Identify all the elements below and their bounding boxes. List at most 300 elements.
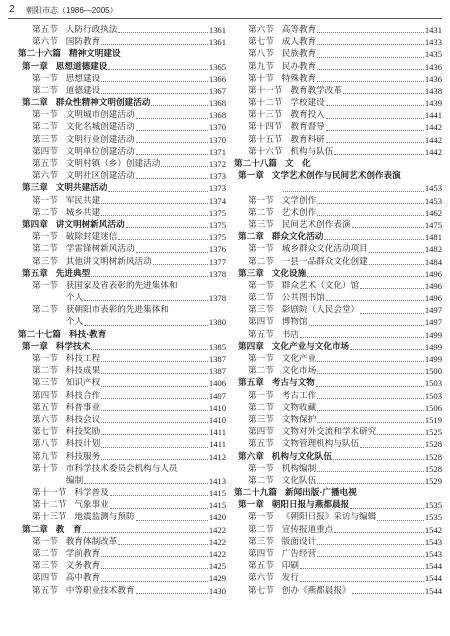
toc-entry-label [234,85,342,97]
toc-entry-number: 第六章 [238,451,264,462]
toc-entry-title: 文明共建活动 [55,183,108,194]
leader-dots [326,105,424,106]
toc-entry-title: 机构与文化队伍 [271,451,332,462]
leader-dots [136,252,208,253]
toc-entry-number: 第十一节 [32,488,67,499]
toc-entry-title: 《朝阳日报》采访与编辑 [281,512,377,523]
toc-entry-number: 第二节 [248,256,274,267]
toc-entry-number: 第十四节 [248,122,283,133]
toc-entry-label [18,48,121,60]
toc-entry-page: 1371 [208,146,226,157]
toc-entry-label [234,292,325,304]
toc-entry-page: 1503 [424,390,442,401]
toc-entry-page: 1535 [424,512,442,523]
leader-dots [317,471,424,472]
toc-entry-page: 1415 [208,488,226,499]
toc-entry-page: 1519 [424,414,442,425]
toc-entry-jie [234,548,442,560]
toc-entry-title: 书店 [281,329,299,340]
leader-dots [317,44,424,45]
toc-entry-title: 考古工作 [281,390,317,401]
leader-dots [369,264,424,265]
toc-entry-page: 1361 [208,37,226,48]
toc-entry-cont [18,317,226,329]
toc-entry-title: 文物对外交流和学术研究 [281,427,377,438]
toc-entry-number: 第五节 [32,585,58,596]
toc-entry-number: 第三节 [32,134,58,145]
toc-entry-page: 1482 [424,244,442,255]
toc-entry-title: 获国家及省表彰的先进集体和 [65,280,178,291]
toc-entry-jie [18,109,226,121]
toc-entry-pian [234,158,442,170]
toc-entry-jie [18,438,226,450]
toc-entry-title: 文 化 [284,159,311,170]
toc-entry-number: 第三节 [32,378,58,389]
toc-entry-label [18,304,169,316]
toc-entry-page: 1368 [208,110,226,121]
leader-dots [316,386,424,387]
toc-entry-number: 第九节 [248,61,274,72]
toc-entry-jie [234,85,442,97]
toc-entry-label [234,73,316,85]
toc-entry-jie [234,585,442,597]
toc-entry-cont [18,475,226,487]
leader-dots [110,508,208,509]
toc-entry-label [18,170,135,182]
toc-entry-jie [234,317,442,329]
leader-dots [350,349,424,350]
toc-entry-title: 文明单位创建活动 [65,146,135,157]
toc-entry-title: 义务教育 [65,561,101,572]
toc-entry-page: 1406 [208,378,226,389]
leader-dots [84,300,208,301]
toc-entry-number: 第九节 [32,451,58,462]
toc-entry-number: 第二章 [22,524,48,535]
toc-entry-title: 发行 [281,573,299,584]
leader-dots [333,459,424,460]
toc-entry-title: 编制 [66,475,84,486]
leader-dots [360,288,424,289]
toc-entry-page: 1431 [424,24,442,35]
toc-entry-jie [234,280,442,292]
leader-dots [151,105,207,106]
toc-entry-page: 1365 [208,61,226,72]
toc-entry-number: 第五章 [238,378,264,389]
toc-entry-page: 1385 [208,341,226,352]
toc-entry-label [18,219,125,231]
leader-dots [126,227,208,228]
leader-dots [118,239,207,240]
leader-dots [101,422,208,423]
toc-entry-title: 艺术创作 [281,207,317,218]
leader-dots [307,276,424,277]
leader-dots [360,313,424,314]
toc-entry-number: 第一章 [238,500,264,511]
toc-entry-pian [18,48,226,60]
toc-entry-number: 第二节 [248,402,274,413]
toc-entry-number: 第二节 [248,475,274,486]
toc-entry-label [18,524,82,536]
toc-entry-page: 1499 [424,354,442,365]
toc-entry-title: 军民共建 [65,195,101,206]
toc-entry-label [234,97,325,109]
leader-dots [101,386,208,387]
toc-entry-jie [234,390,442,402]
toc-entry-number: 第十三节 [32,512,67,523]
toc-entry-label [18,182,107,194]
toc-entry-label [234,24,316,36]
leader-dots [84,483,208,484]
toc-entry-page: 1436 [424,61,442,72]
toc-entry-page: 1496 [424,280,442,291]
toc-entry-label [18,572,100,584]
toc-entry-number: 第五节 [32,24,58,35]
leader-dots [317,483,424,484]
toc-entry-title: 群众文化活动 [271,232,324,243]
toc-entry-title: 科技工程 [65,354,101,365]
toc-entry-number: 第四章 [22,219,48,230]
toc-entry-page: 1442 [424,134,442,145]
toc-entry-label [234,256,368,268]
toc-entry-label [18,438,100,450]
toc-entry-title: 思想建设 [65,73,101,84]
page-number: 2 [9,4,15,15]
toc-entry-zhang [18,97,226,109]
toc-entry-label [18,536,117,548]
toc-entry-label [234,463,316,475]
leader-dots [317,556,424,557]
leader-dots [324,239,423,240]
leader-dots [334,154,423,155]
toc-entry-number: 第二节 [32,305,58,316]
toc-entry-jie [234,73,442,85]
toc-entry-title: 高中教育 [65,573,101,584]
toc-entry-page: 1378 [208,268,226,279]
toc-entry-title: 广告经营 [281,549,317,560]
toc-entry-label [18,73,100,85]
toc-entry-jie [18,451,226,463]
toc-entry-label [18,329,106,341]
leader-dots [83,532,208,533]
toc-entry-jie [18,24,226,36]
toc-entry-label [234,426,376,438]
toc-entry-label [18,146,135,158]
toc-entry-jie [18,122,226,134]
toc-entry-title: 民间艺术创作表演 [281,219,351,230]
toc-entry-label [18,341,90,353]
toc-entry-label [234,36,316,48]
leader-dots [317,57,424,58]
header-rule [8,18,442,19]
toc-entry-number: 第三节 [248,536,274,547]
toc-entry-zhang [18,61,226,73]
leader-dots [101,434,208,435]
leader-dots [84,325,208,326]
toc-entry-number: 第一章 [22,341,48,352]
toc-entry-page: 1373 [208,183,226,194]
toc-entry-title: 道德建设 [65,85,101,96]
toc-entry-title: 破除封建迷信 [65,232,118,243]
leader-dots [360,447,424,448]
toc-entry-title: 文化名城创建活动 [65,122,135,133]
toc-entry-zhang [234,451,442,463]
toc-entry-jie [234,36,442,48]
running-title: 朝阳市志（1986—2005） [26,6,118,15]
leader-dots [118,32,207,33]
toc-entry-title: 教育教学改革 [290,85,342,96]
toc-entry-number: 第四章 [238,341,264,352]
toc-entry-title: 文物收藏 [281,402,317,413]
toc-entry-jie [18,414,226,426]
toc-entry-title: 文化产业 [281,354,317,365]
toc-entry-number: 第七节 [248,37,274,48]
toc-entry-page: 1387 [208,354,226,365]
toc-entry-page: 1497 [424,317,442,328]
toc-entry-title: 市科学技术委员会机构与人员 [65,463,178,474]
toc-entry-page: 1370 [208,134,226,145]
toc-entry-page: 1411 [209,427,226,438]
toc-entry-number: 第十二节 [248,98,283,109]
leader-dots [317,373,424,374]
toc-entry-label [18,353,100,365]
toc-entry-jie [18,146,226,158]
toc-entry-label [234,487,357,499]
toc-entry-title: 科技计划 [65,439,101,450]
toc-entry-number: 第一章 [238,171,264,182]
toc-entry-jie [18,353,226,365]
toc-entry-jie [18,426,226,438]
toc-entry-title: 教育投入 [290,110,325,121]
toc-entry-title: 学前教育 [65,549,101,560]
toc-entry-label [18,451,100,463]
leader-dots [101,581,208,582]
toc-entry-label [18,377,100,389]
toc-entry-label [18,280,178,292]
toc-entry-number: 第十节 [32,463,58,474]
toc-entry-number: 第六节 [248,573,274,584]
toc-entry-page: 1529 [424,475,442,486]
toc-entry-zhang [234,268,442,280]
toc-entry-label [18,122,135,134]
toc-entry-jie [234,292,442,304]
leader-dots [101,556,208,557]
toc-entry-title: 博物馆 [281,317,308,328]
toc-entry-page: 1436 [424,73,442,84]
toc-entry-jie [234,426,442,438]
toc-entry-zhang [18,182,226,194]
toc-entry-page: 1366 [208,73,226,84]
toc-entry-number: 第五节 [32,402,58,413]
toc-entry-title: 科技会议 [65,414,101,425]
toc-entry-page: 1373 [208,171,226,182]
toc-entry-number: 第二节 [32,366,58,377]
leader-dots [101,215,208,216]
toc-entry-title: 文明社区创建活动 [65,171,135,182]
toc-entry-number: 第二节 [32,207,58,218]
toc-entry-page: 1422 [208,524,226,535]
toc-entry-title: 气象事业 [74,500,109,511]
toc-entry-page: 1542 [424,524,442,535]
toc-entry-page: 1496 [424,293,442,304]
toc-entry-jie [18,487,226,499]
leader-dots [283,191,424,192]
leader-dots [334,532,423,533]
toc-entry-page: 1503 [424,378,442,389]
toc-entry-page: 1481 [424,232,442,243]
toc-entry-label [234,341,349,353]
toc-entry-jie [234,48,442,60]
toc-entry-page: 1453 [424,195,442,206]
toc-entry-title: 地震监测与预防 [74,512,135,523]
toc-entry-title: 文化产业与文化市场 [271,341,350,352]
toc-entry-title: 国防教育 [65,37,101,48]
toc-entry-number: 第五节 [248,329,274,340]
toc-entry-jie [234,97,442,109]
toc-entry-page: 1420 [208,512,226,523]
toc-entry-number: 第一节 [32,536,58,547]
toc-entry-label [18,195,100,207]
toc-entry-label [234,377,315,389]
toc-entry-label [18,414,100,426]
toc-entry-jie [234,329,442,341]
toc-entry-jie [234,256,442,268]
toc-entry-label [234,365,316,377]
toc-entry-number: 第十二节 [32,500,67,511]
toc-entry-number: 第十三节 [248,110,283,121]
toc-entry-label [18,548,100,560]
toc-entry-number: 第二节 [248,524,274,535]
leader-dots [101,398,208,399]
toc-entry-label [18,317,83,329]
toc-entry-title: 朝阳日报与燕都晨报 [271,500,350,511]
toc-entry-page: 1422 [208,549,226,560]
toc-entry-jie [234,475,442,487]
toc-entry-number: 第五节 [248,439,274,450]
leader-dots [343,93,424,94]
toc-entry-title: 科技合作 [65,390,101,401]
toc-entry-title: 科技·教育 [68,329,107,340]
leader-dots [326,118,424,119]
toc-entry-title: 公共图书馆 [281,293,325,304]
toc-entry-label [18,463,178,475]
toc-entry-page: 1441 [424,110,442,121]
toc-entry-page: 1439 [424,98,442,109]
page-header [0,0,450,20]
leader-dots [91,276,208,277]
toc-entry-title: 中等职业技术教育 [65,585,135,596]
toc-entry-page: 1411 [209,439,226,450]
toc-entry-page: 1543 [424,549,442,560]
toc-entry-jie [234,524,442,536]
toc-entry-jie [234,463,442,475]
leader-dots [136,178,208,179]
toc-entry-label [18,426,100,438]
toc-entry-title: 个人 [66,293,84,304]
toc-entry-page: 1372 [208,159,226,170]
toc-entry-label [18,475,83,487]
toc-entry-label [18,487,109,499]
toc-entry-number: 第十一节 [248,85,283,96]
toc-entry-label [18,585,135,597]
toc-entry-number: 第一节 [32,280,58,291]
toc-entry-page: 1500 [424,366,442,377]
toc-entry-jie [234,219,442,231]
toc-entry-number: 第四节 [32,573,58,584]
toc-entry-number: 第十五节 [248,134,283,145]
toc-entry-title: 宣传报道重点 [281,524,334,535]
toc-entry-pian [234,487,442,499]
toc-entry-jie [234,365,442,377]
toc-entry-title: 成人教育 [281,37,317,48]
toc-entry-page: 1544 [424,585,442,596]
toc-entry-zhang [234,170,442,182]
leader-dots [317,203,424,204]
toc-entry-title: 文化设施 [271,268,307,279]
toc-entry-page: 1370 [208,122,226,133]
toc-entry-jie [234,122,442,134]
toc-entry-label [18,97,150,109]
toc-entry-page: 1438 [424,85,442,96]
toc-entry-number: 第八节 [248,49,274,60]
toc-entry-page: 1374 [208,195,226,206]
toc-entry-number: 第一节 [248,195,274,206]
toc-entry-title: 创办《燕都晨报》 [281,585,351,596]
toc-entry-page: 1410 [208,414,226,425]
toc-entry-label [18,36,100,48]
toc-entry-page: 1378 [208,293,226,304]
leader-dots [136,520,208,521]
toc-entry-zhang [18,268,226,280]
toc-entry-number: 第二章 [238,232,264,243]
leader-dots [317,81,424,82]
toc-entry-number: 第三节 [248,414,274,425]
toc-entry-label [234,304,359,316]
toc-entry-label [18,158,160,170]
toc-entry-number: 第二十六篇 [18,49,61,60]
toc-entry-label [234,280,359,292]
toc-entry-title: 文学创作 [281,195,317,206]
toc-entry-number: 第一章 [22,61,48,72]
toc-entry-page: 1462 [424,207,442,218]
toc-entry-title: 城乡群众文化活动项目 [281,244,368,255]
toc-entry-title: 新闻出版·广播电视 [284,488,357,499]
toc-entry-number: 第四节 [248,549,274,560]
toc-entry-page: 1377 [208,256,226,267]
toc-entry-number: 第四节 [248,427,274,438]
toc-entry-page: 1367 [208,85,226,96]
toc-entry-number: 第八节 [32,439,58,450]
toc-entry-label [234,207,316,219]
leader-dots [317,410,424,411]
toc-entry-label [18,268,90,280]
toc-entry-number: 第二节 [32,244,58,255]
toc-entry-title: 版面设计 [281,536,317,547]
toc-entry-title: 学校建设 [290,98,325,109]
toc-entry-zhang [234,499,442,511]
toc-entry-title: 文物保护 [281,414,317,425]
toc-entry-number: 第三节 [32,256,58,267]
leader-dots [352,227,424,228]
toc-entry-label [234,48,316,60]
toc-entry-page: 1413 [208,475,226,486]
toc-entry-cont [234,182,442,194]
toc-entry-label [18,207,100,219]
toc-entry-title: 机构编制 [281,463,317,474]
toc-entry-label [18,499,109,511]
toc-entry-page: 1499 [424,329,442,340]
toc-entry-label [234,438,359,450]
toc-entry-label [234,451,332,463]
